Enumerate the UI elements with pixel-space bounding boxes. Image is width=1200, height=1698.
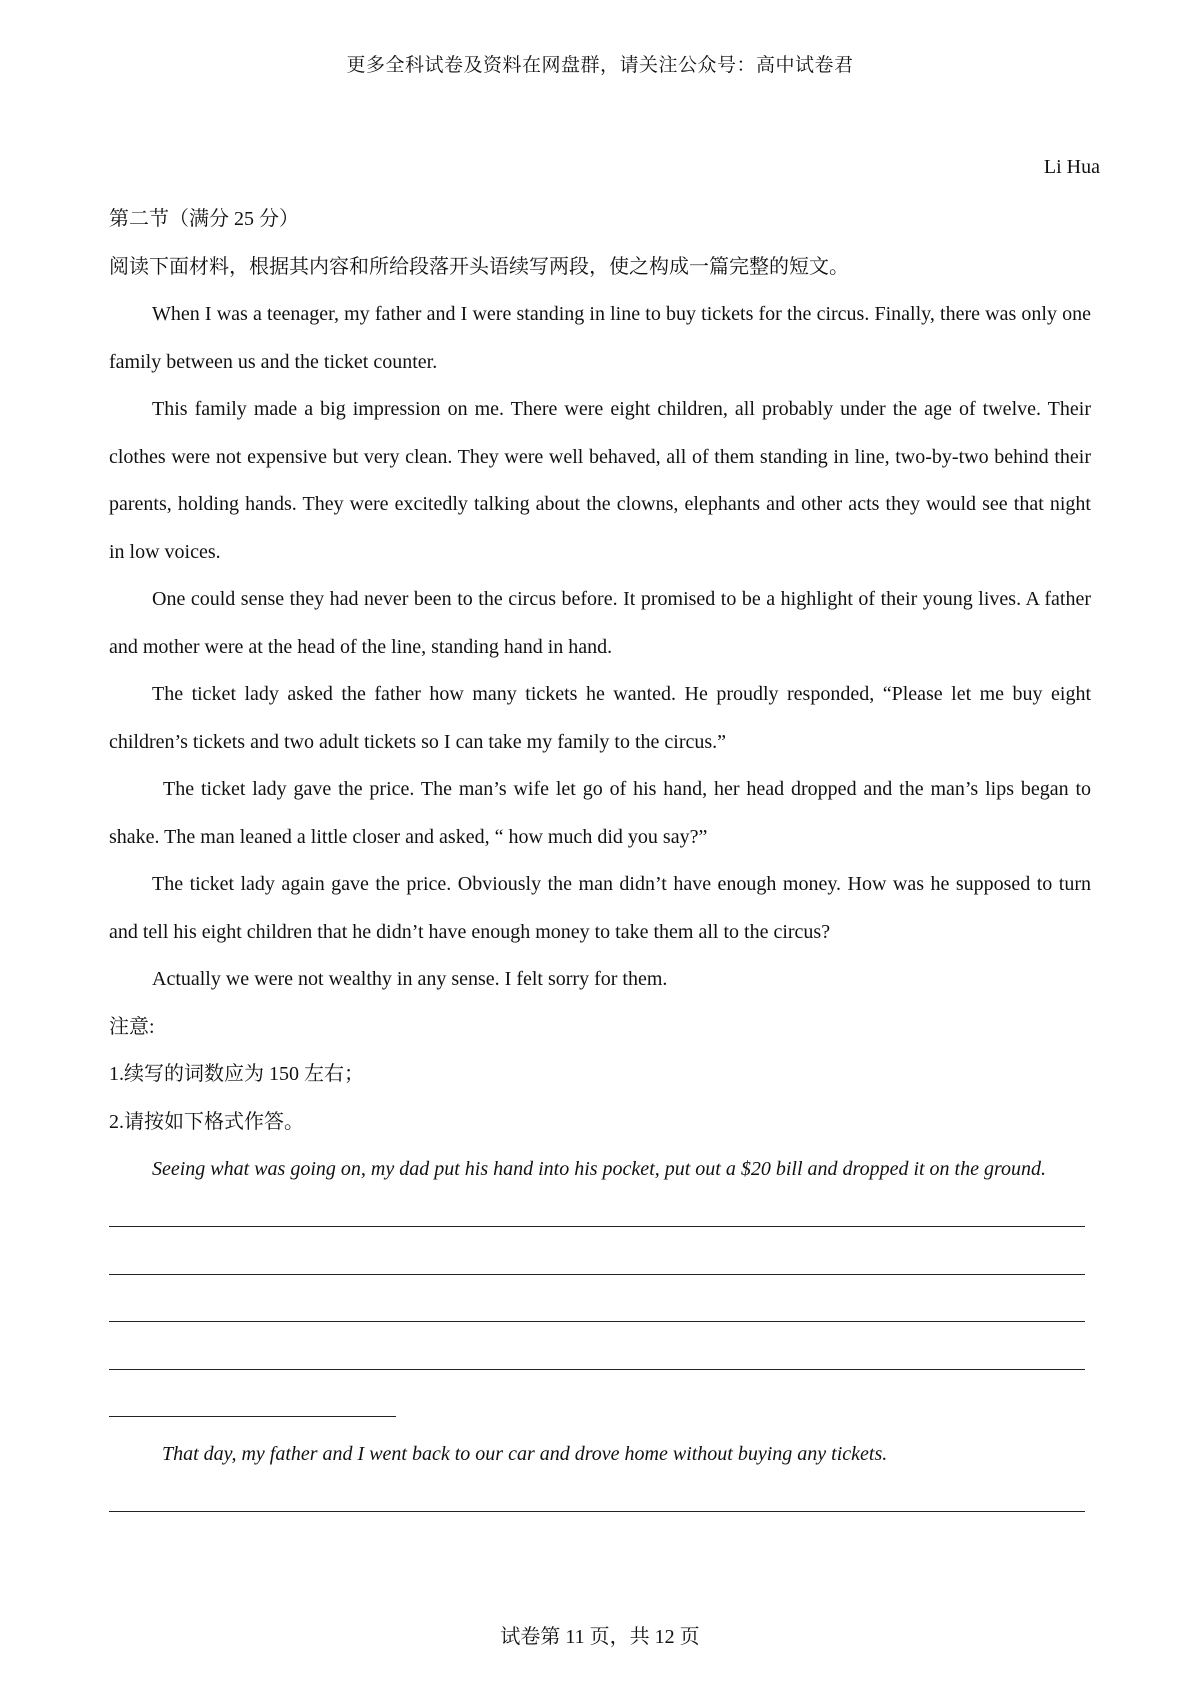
answer-rule xyxy=(109,1369,1085,1370)
passage-paragraph: One could sense they had never been to the circus before. It promised to be a highlight of their young lives. A father and mother were at the head of the line, standing hand in hand. xyxy=(109,588,1091,658)
answer-line[interactable] xyxy=(109,1336,1091,1384)
answer-rule xyxy=(109,1226,1085,1227)
passage-paragraph: When I was a teenager, my father and I were standing in line to buy tickets for the circus. Finally, there was only one family between us and the ticket counter. xyxy=(109,303,1091,373)
continuation-prompt-2: That day, my father and I went back to our car and drove home without buying any tickets. xyxy=(162,1443,888,1465)
answer-line[interactable] xyxy=(109,1289,1091,1337)
main-content xyxy=(109,196,1091,1526)
passage-paragraph: The ticket lady again gave the price. Obviously the man didn’t have enough money. How was he supposed to turn and tell his eight children that he didn’t have enough money to take them all to the circus? xyxy=(109,873,1091,943)
answer-line[interactable] xyxy=(109,1479,1091,1527)
passage-paragraph: Actually we were not wealthy in any sense. I felt sorry for them. xyxy=(152,968,668,990)
notes-title: 注意: xyxy=(109,1015,155,1038)
passage-paragraph: This family made a big impression on me. There were eight children, all probably under the age of twelve. Their clothes were not expensive but very clean. They were well behaved, all of them standing in line, two-by-two behind their parents, holding hands. They were excitedly talking about the clowns, elephants and other acts they would see that night in low voices. xyxy=(109,398,1091,563)
section-title: 第二节（满分 25 分） xyxy=(109,208,299,230)
note-item: 1.续写的词数应为 150 左右； xyxy=(109,1063,364,1085)
answer-line[interactable] xyxy=(109,1241,1091,1289)
page-footer: 试卷第 11 页，共 12 页 xyxy=(500,1626,700,1648)
passage-paragraph: The ticket lady asked the father how many tickets he wanted. He proudly responded, “Please let me buy eight children’s tickets and two adult tickets so I can take my family to the circus.” xyxy=(109,683,1091,753)
signature: Li Hua xyxy=(1043,156,1100,178)
note-item: 2.请按如下格式作答。 xyxy=(109,1110,304,1133)
answer-line[interactable] xyxy=(109,1194,1091,1242)
answer-rule xyxy=(109,1511,1085,1512)
answer-rule xyxy=(109,1416,396,1417)
instruction: 阅读下面材料，根据其内容和所给段落开头语续写两段，使之构成一篇完整的短文。 xyxy=(109,255,849,278)
answer-line-short[interactable] xyxy=(109,1384,1091,1432)
answer-rule xyxy=(109,1274,1085,1275)
header-note: 更多全科试卷及资料在网盘群，请关注公众号：高中试卷君 xyxy=(346,55,854,76)
passage-paragraph: The ticket lady gave the price. The man’s wife let go of his hand, her head dropped and the man’s lips began to shake. The man leaned a little closer and asked, “ how much did you say?” xyxy=(109,778,1091,848)
answer-rule xyxy=(109,1321,1085,1322)
continuation-prompt-1: Seeing what was going on, my dad put his hand into his pocket, put out a $20 bill and dropped it on the ground. xyxy=(152,1158,1047,1180)
